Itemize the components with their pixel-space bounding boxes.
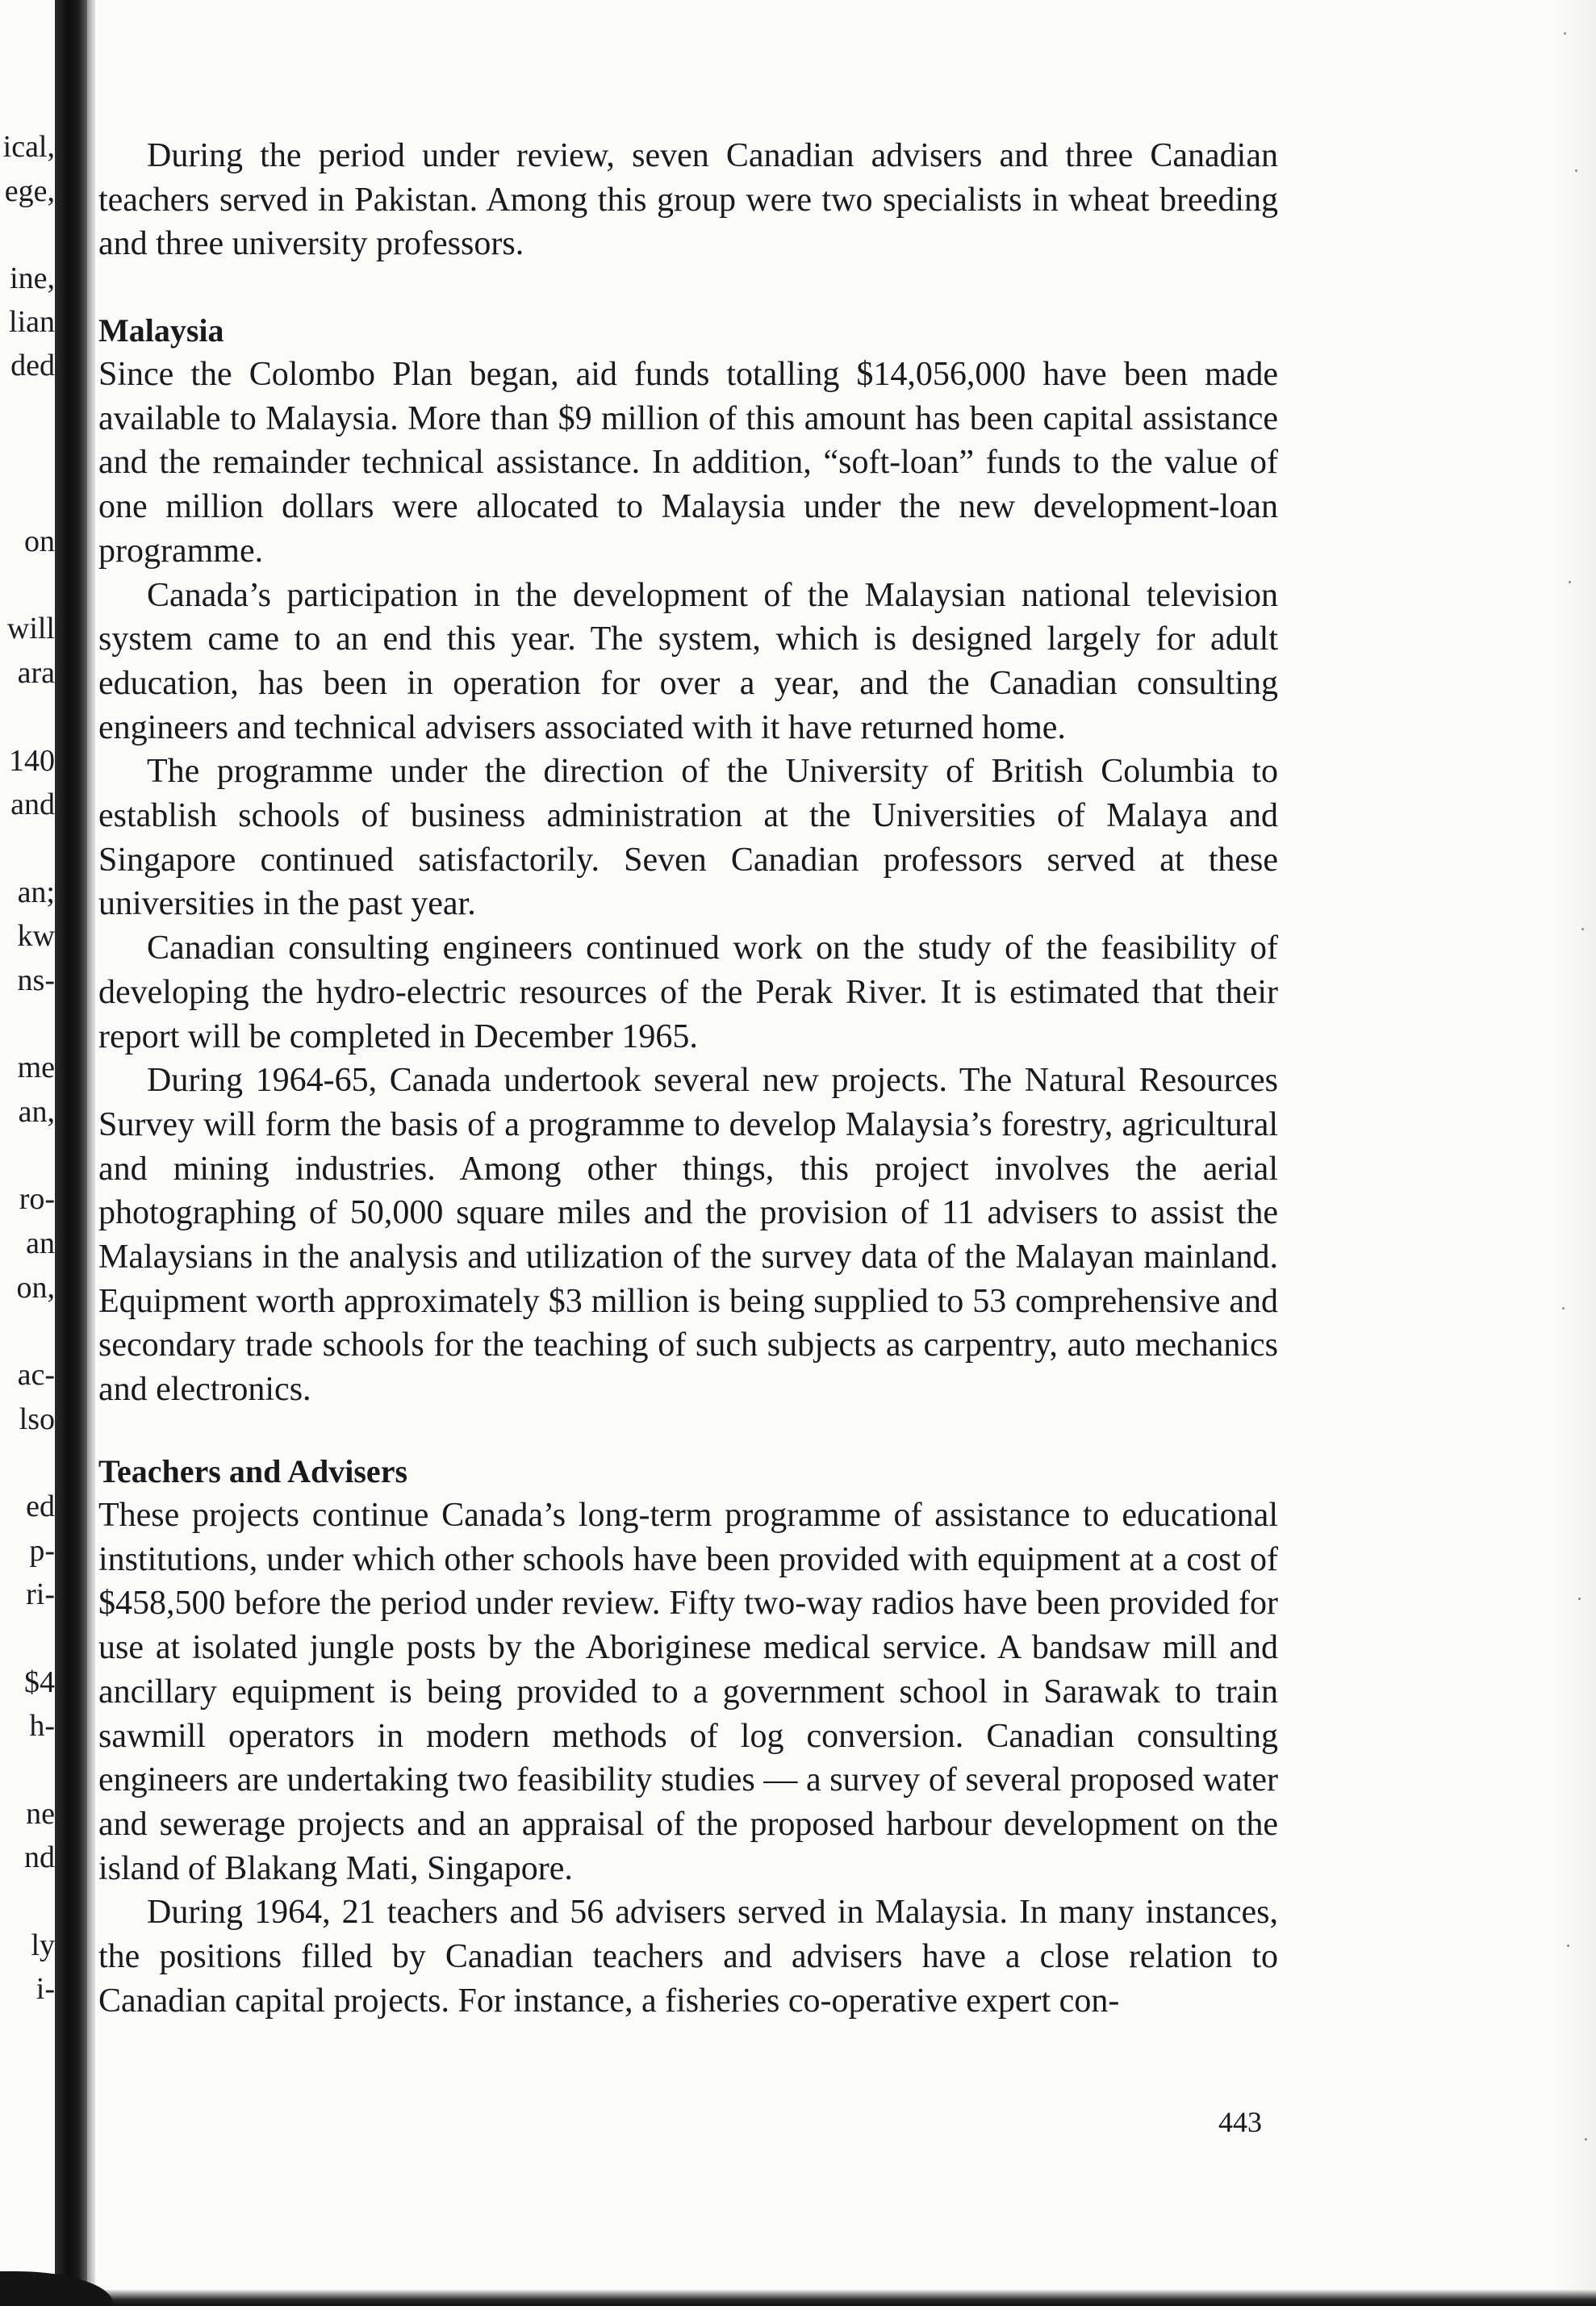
fragment-text: me [17, 1051, 55, 1084]
bottom-corner-shadow [0, 2271, 113, 2306]
fragment-text: 140 [9, 744, 55, 778]
bottom-page-edge [0, 2290, 1596, 2306]
fragment-text: h- [29, 1709, 55, 1743]
malaysia-paragraph-4: Canadian consulting engineers continued work on the study of the feasibility of developing the hydro-electric resources of the Perak River. It is estimated that their report will be completed in December 1965. [98, 930, 1278, 1055]
fragment-text: kw [17, 919, 55, 953]
fragment-text: i- [36, 1972, 55, 2006]
fragment-text: nd [24, 1840, 55, 1874]
page-number: 443 [1218, 2106, 1262, 2138]
previous-page-fragment [0, 0, 55, 2306]
fragment-text: an; [17, 875, 55, 909]
fragment-text: ical, [2, 130, 55, 164]
fragment-text: lian [9, 305, 55, 339]
fragment-text: p- [29, 1534, 55, 1568]
malaysia-paragraph-1: Since the Colombo Plan began, aid funds totalling $14,056,000 have been made available to Malaysia. More than $9 million of this amount has been capital assistance and the remainder technical assistance. In addition, “soft-loan” funds to the value of one million dollars were allocated to Malaysia under the new development-loan programme. [98, 356, 1278, 570]
malaysia-paragraph-3: The programme under the direction of the University of British Columbia to establish schools of business administration at the Universities of Malaya and Singapore continued satisfactorily. Seven Canadian professors served at these universities in the past year. [98, 753, 1278, 923]
fragment-text: ded [10, 349, 55, 382]
intro-paragraph: During the period under review, seven Canadian advisers and three Canadian teachers served in Pakistan. Among this group were two specialists in wheat breeding and three university professors. [98, 137, 1278, 263]
fragment-text: ege, [4, 174, 55, 208]
fragment-text: lso [19, 1402, 55, 1436]
fragment-text: ne [26, 1797, 55, 1831]
intro-section [98, 134, 1278, 266]
fragment-text: and [10, 787, 55, 821]
malaysia-section [98, 309, 1278, 1412]
binding-gutter [55, 0, 89, 2306]
malaysia-paragraph-2: Canada’s participation in the development of the Malaysian national television system came to an end this year. The system, which is designed largely for adult education, has been in operation for over a year, and the Canadian consulting engineers and technical advisers associated with it have returned home. [98, 576, 1278, 746]
fragment-text: ri- [26, 1577, 55, 1611]
section-heading-teachers-advisers: Teachers and Advisers [98, 1453, 408, 1489]
fragment-text: ara [17, 656, 55, 690]
fragment-text: ed [26, 1489, 55, 1523]
teachers-advisers-section [98, 1450, 1278, 2023]
fragment-text: $4 [24, 1665, 55, 1699]
fragment-text: an [26, 1226, 55, 1260]
gutter-shadow [87, 0, 95, 2306]
right-page-edge [1557, 0, 1596, 2306]
fragment-text: will [6, 612, 55, 645]
fragment-text: on, [16, 1271, 55, 1305]
fragment-text: ns- [17, 963, 55, 997]
section-heading-malaysia: Malaysia [98, 312, 224, 349]
teachers-paragraph-1: These projects continue Canada’s long-term programme of assistance to educational institutions, under which other schools have been provided with equipment at a cost of $458,500 before the period under review. Fifty two-way radios have been provided for use at isolated jungle posts by the Aboriginese medical service. A bandsaw mill and ancillary equipment is being provided to a government school in Sarawak to train sawmill operators in modern methods of log conversion. Canadian consulting engineers are undertaking two feasibility studies — a survey of several proposed water and sewerage projects and an appraisal of the proposed harbour development on the island of Blakang Mati, Singapore. [98, 1497, 1278, 1887]
fragment-text: ly [31, 1928, 55, 1962]
fragment-text: ine, [10, 261, 55, 295]
fragment-text: on [24, 524, 55, 558]
teachers-paragraph-2: During 1964, 21 teachers and 56 advisers served in Malaysia. In many instances, the positions filled by Canadian teachers and advisers have a close relation to Canadian capital projects. For instance, a fisheries co-operative expert con- [98, 1894, 1278, 2020]
fragment-text: ac- [17, 1358, 55, 1392]
fragment-text: an, [18, 1095, 55, 1129]
malaysia-paragraph-5: During 1964-65, Canada undertook several new projects. The Natural Resources Survey will form the basis of a programme to develop Malaysia’s forestry, agricultural and mining industries. Among other things, this project involves the aerial photographing of 50,000 square miles and the provision of 11 advisers to assist the Malaysians in the analysis and utilization of the survey data of the Malayan mainland. Equipment worth approximately $3 million is being supplied to 53 comprehensive and secondary trade schools for the teaching of such subjects as carpentry, auto mechanics and electronics. [98, 1062, 1278, 1409]
fragment-text: ro- [19, 1182, 55, 1216]
